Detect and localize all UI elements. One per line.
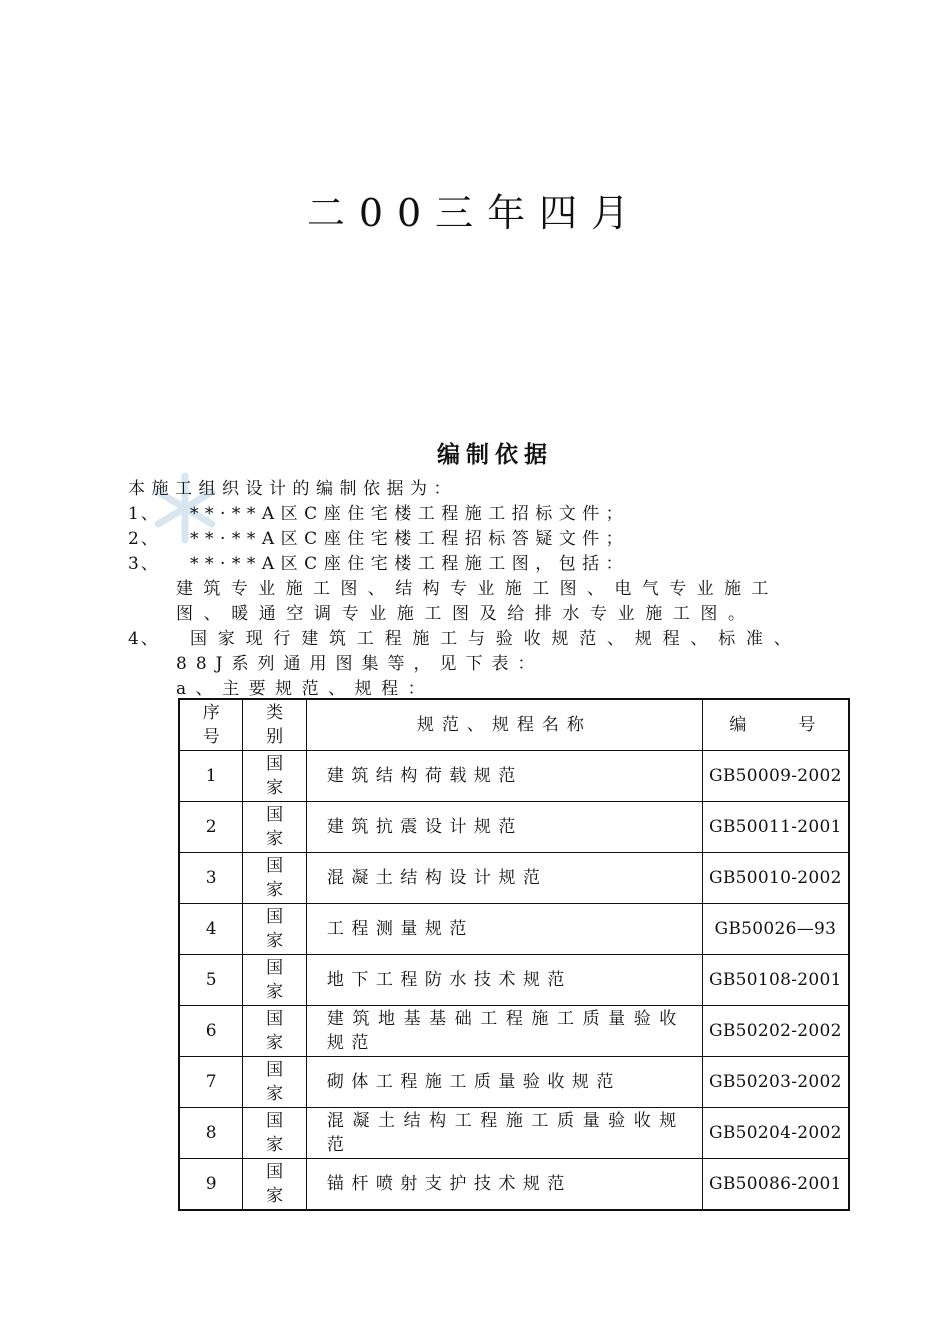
list-item-number: 4、 bbox=[128, 629, 160, 649]
header-name: 规范、规程名称 bbox=[306, 699, 702, 751]
cell-code: GB50203-2002 bbox=[702, 1057, 849, 1108]
cell-code: GB50086-2001 bbox=[702, 1159, 849, 1211]
cell-code: GB50202-2002 bbox=[702, 1006, 849, 1057]
cell-no: 5 bbox=[179, 955, 243, 1006]
cell-no: 3 bbox=[179, 853, 243, 904]
standards-table bbox=[178, 698, 850, 1211]
list-item-1 bbox=[128, 503, 629, 525]
cell-name: 地下工程防水技术规范 bbox=[306, 955, 702, 1006]
cell-name: 建筑结构荷载规范 bbox=[306, 751, 702, 802]
table-row bbox=[179, 853, 849, 904]
cell-name: 砌体工程施工质量验收规范 bbox=[306, 1057, 702, 1108]
table-row bbox=[179, 1159, 849, 1211]
cell-type: 国家 bbox=[243, 1108, 306, 1159]
header-code: 编 号 bbox=[702, 699, 849, 751]
header-no: 序号 bbox=[179, 699, 243, 751]
cell-type: 国家 bbox=[243, 802, 306, 853]
list-item-3-continuation-1: 建筑专业施工图、结构专业施工图、电气专业施工 bbox=[176, 579, 779, 599]
cell-code: GB50011-2001 bbox=[702, 802, 849, 853]
cell-no: 9 bbox=[179, 1159, 243, 1211]
list-item-4 bbox=[128, 628, 802, 650]
intro-text: 本施工组织设计的编制依据为： bbox=[128, 479, 457, 499]
cell-no: 4 bbox=[179, 904, 243, 955]
cell-type: 国家 bbox=[243, 904, 306, 955]
table-row bbox=[179, 955, 849, 1006]
list-item-text: **·**A区C座住宅楼工程施工图，包括： bbox=[190, 554, 630, 574]
table-row bbox=[179, 1057, 849, 1108]
cell-code: GB50010-2002 bbox=[702, 853, 849, 904]
cell-name: 工程测量规范 bbox=[306, 904, 702, 955]
cell-no: 7 bbox=[179, 1057, 243, 1108]
cell-type: 国家 bbox=[243, 1057, 306, 1108]
cell-code: GB50204-2002 bbox=[702, 1108, 849, 1159]
cell-name: 锚杆喷射支护技术规范 bbox=[306, 1159, 702, 1211]
cell-code: GB50108-2001 bbox=[702, 955, 849, 1006]
cell-name: 建筑地基基础工程施工质量验收规范 bbox=[306, 1006, 702, 1057]
list-item-text: **·**A区C座住宅楼工程招标答疑文件； bbox=[190, 529, 630, 549]
cell-name: 混凝土结构工程施工质量验收规范 bbox=[306, 1108, 702, 1159]
cell-no: 2 bbox=[179, 802, 243, 853]
list-item-4-continuation: 88J系列通用图集等，见下表： bbox=[176, 654, 544, 674]
table-row bbox=[179, 904, 849, 955]
list-item-3-continuation-2: 图、暖通空调专业施工图及给排水专业施工图。 bbox=[176, 604, 756, 624]
cell-no: 6 bbox=[179, 1006, 243, 1057]
section-heading: 编制依据 bbox=[437, 442, 553, 468]
list-item-3 bbox=[128, 553, 629, 575]
cell-code: GB50026—93 bbox=[702, 904, 849, 955]
cell-no: 1 bbox=[179, 751, 243, 802]
list-item-number: 2、 bbox=[128, 529, 160, 549]
sub-list-a: a、主要规范、规程： bbox=[176, 679, 435, 699]
table-row bbox=[179, 1006, 849, 1057]
header-type: 类别 bbox=[243, 699, 306, 751]
cell-no: 8 bbox=[179, 1108, 243, 1159]
table-row bbox=[179, 751, 849, 802]
cell-code: GB50009-2002 bbox=[702, 751, 849, 802]
cell-name: 建筑抗震设计规范 bbox=[306, 802, 702, 853]
date-line: 二00三年四月 bbox=[306, 191, 644, 235]
cell-type: 国家 bbox=[243, 853, 306, 904]
cell-type: 国家 bbox=[243, 1006, 306, 1057]
table-header-row bbox=[179, 699, 849, 751]
table-row bbox=[179, 1108, 849, 1159]
list-item-text: **·**A区C座住宅楼工程施工招标文件； bbox=[190, 504, 630, 524]
cell-type: 国家 bbox=[243, 955, 306, 1006]
cell-type: 国家 bbox=[243, 751, 306, 802]
table-row bbox=[179, 802, 849, 853]
cell-type: 国家 bbox=[243, 1159, 306, 1211]
cell-name: 混凝土结构设计规范 bbox=[306, 853, 702, 904]
list-item-text: 国家现行建筑工程施工与验收规范、规程、标准、 bbox=[190, 629, 802, 649]
list-item-2 bbox=[128, 528, 629, 550]
list-item-number: 3、 bbox=[128, 554, 160, 574]
list-item-number: 1、 bbox=[128, 504, 160, 524]
